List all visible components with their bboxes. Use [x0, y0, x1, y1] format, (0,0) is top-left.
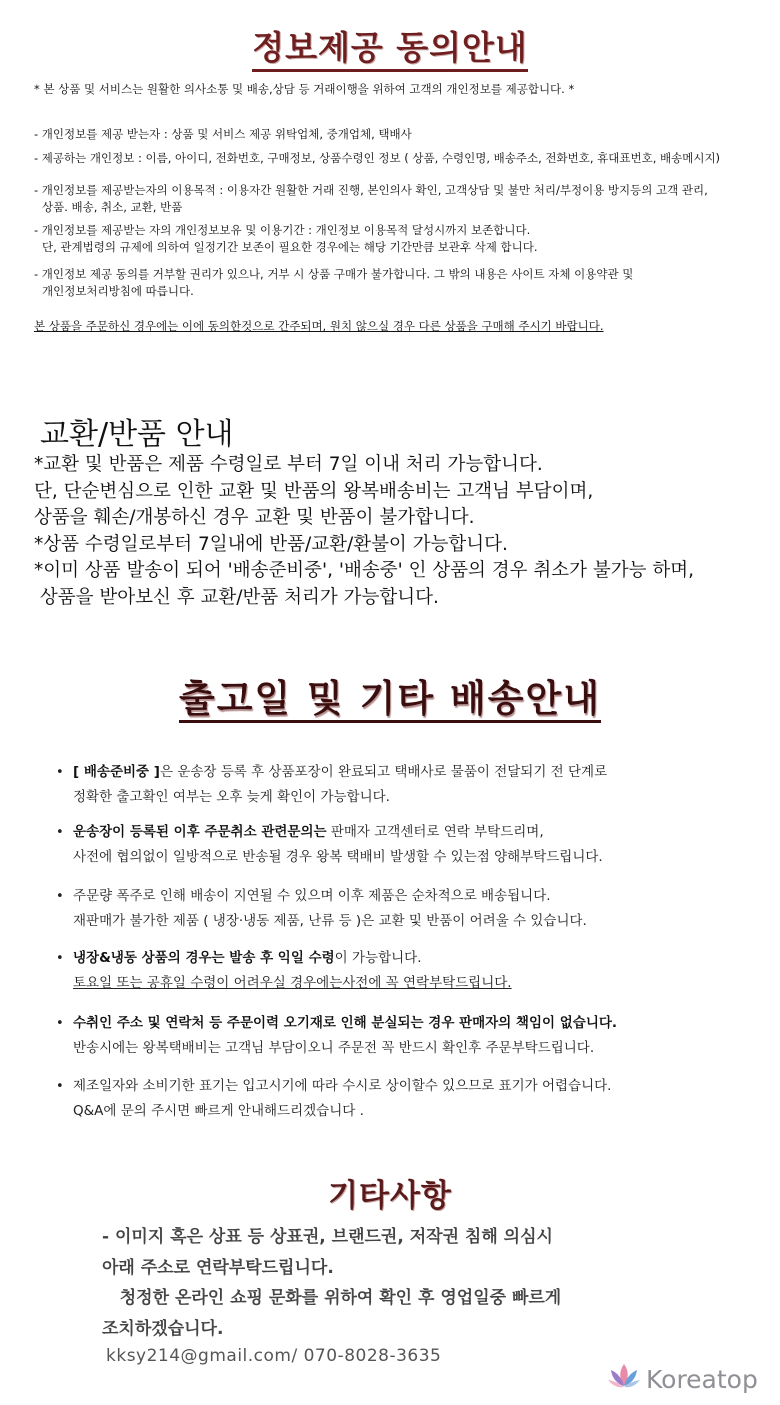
- etc-line: 청정한 온라인 쇼핑 문화를 위하여 확인 후 영업일중 빠르게: [102, 1288, 562, 1308]
- exchange-line: 단, 단순변심으로 인한 교환 및 반품의 왕복배송비는 고객님 부담이며,: [34, 480, 594, 502]
- shipping-item: • 냉장&냉동 상품의 경우는 발송 후 익일 수령이 가능합니다. 토요일 또는 공휴일 수령이 어려우실 경우에는사전에 꼭 연락부탁드립니다.: [56, 946, 756, 996]
- exchange-title: 교환/반품 안내: [40, 417, 234, 452]
- etc-line: - 이미지 혹은 상표 등 상표권, 브랜드권, 저작권 침해 의심시: [102, 1227, 553, 1247]
- shipping-item: • 주문량 폭주로 인해 배송이 지연될 수 있으며 이후 제품은 순차적으로 배송됩니다. 재판매가 불가한 제품 ( 냉장·냉동 제품, 난류 등 )은 교환 및 반품이 어려울 수 있습니다.: [56, 884, 756, 934]
- bullet-icon: •: [56, 1016, 64, 1031]
- privacy-title: 정보제공 동의안내: [0, 22, 780, 69]
- shipping-title: 출고일 및 기타 배송안내: [0, 668, 780, 722]
- brand-name: Koreatop: [646, 1364, 758, 1394]
- exchange-body: [34, 452, 774, 611]
- etc-line: 조치하겠습니다.: [102, 1318, 224, 1339]
- shipping-item: • 제조일자와 소비기한 표기는 입고시기에 따라 수시로 상이할수 있으므로 표기가 어렵습니다. Q&A에 문의 주시면 빠르게 안내해드리겠습니다 .: [56, 1074, 756, 1124]
- shipping-item: • 운송장이 등록된 이후 주문취소 관련문의는 판매자 고객센터로 연락 부탁드리며, 사전에 협의없이 일방적으로 반송될 경우 왕복 택배비 발생할 수 있는점 양해부탁드립니다.: [56, 820, 756, 870]
- etc-line: 아래 주소로 연락부탁드립니다.: [102, 1257, 334, 1278]
- privacy-intro: * 본 상품 및 서비스는 원활한 의사소통 및 배송,상담 등 거래이행을 위하여 고객의 개인정보를 제공합니다. *: [34, 82, 575, 96]
- exchange-line: *교환 및 반품은 제품 수령일로 부터 7일 이내 처리 가능합니다.: [34, 454, 543, 475]
- privacy-item: - 개인정보를 제공 받는자 : 상품 및 서비스 제공 위탁업체, 중개업체, 택배사: [34, 127, 412, 141]
- shipping-item: • [ 배송준비중 ]은 운송장 등록 후 상품포장이 완료되고 택배사로 물품이 전달되기 전 단계로 정확한 출고확인 여부는 오후 늦게 확인이 가능합니다.: [56, 760, 756, 810]
- bullet-icon: •: [56, 825, 64, 840]
- contact-info: kksy214@gmail.com/ 070-8028-3635: [106, 1346, 442, 1366]
- privacy-item: - 제공하는 개인정보 : 이름, 아이디, 전화번호, 구매정보, 상품수령인 정보 ( 상품, 수령인명, 배송주소, 전화번호, 휴대표번호, 배송메시지): [34, 151, 721, 165]
- bullet-icon: •: [56, 951, 64, 966]
- lotus-icon: [606, 1362, 642, 1396]
- privacy-item: - 개인정보 제공 동의를 거부할 권리가 있으나, 거부 시 상품 구매가 불가합니다. 그 밖의 내용은 사이트 자체 이용약관 및 개인정보처리방침에 따릅니다.: [34, 267, 634, 298]
- privacy-item: - 개인정보를 제공받는자의 이용목적 : 이용자간 원활한 거래 진행, 본인의사 확인, 고객상담 및 불만 처리/부정이용 방지등의 고객 관리, 상품. 배송, 취소, 교환, 반품: [34, 183, 708, 214]
- exchange-line: *이미 상품 발송이 되어 '배송준비중', '배송중' 인 상품의 경우 취소가 불가능 하며,: [34, 560, 695, 581]
- etc-title: 기타사항: [328, 1178, 452, 1214]
- exchange-line: 상품을 훼손/개봉하신 경우 교환 및 반품이 불가합니다.: [34, 507, 475, 528]
- etc-body: [102, 1222, 702, 1344]
- privacy-note: 본 상품을 주문하신 경우에는 이에 동의한것으로 간주되며, 원치 않으실 경우 다른 상품을 구매해 주시기 바랍니다.: [34, 319, 604, 333]
- exchange-line: *상품 수령일로부터 7일내에 반품/교환/환불이 가능합니다.: [34, 533, 508, 555]
- privacy-item: - 개인정보를 제공받는 자의 개인정보보유 및 이용기간 : 개인정보 이용목적 달성시까지 보존합니다. 단, 관계법령의 규제에 의하여 일정기간 보존이 필요한 경우에는 해당 기간만큼 보관후 삭제 합니다.: [34, 223, 538, 254]
- bullet-icon: •: [56, 765, 64, 780]
- exchange-line: 상품을 받아보신 후 교환/반품 처리가 가능합니다.: [34, 586, 439, 608]
- bullet-icon: •: [56, 1079, 64, 1094]
- brand-watermark: [606, 1362, 758, 1396]
- shipping-item: • 수취인 주소 및 연락처 등 주문이력 오기재로 인해 분실되는 경우 판매자의 책임이 없습니다. 반송시에는 왕복택배비는 고객님 부담이오니 주문전 꼭 반드시 확인후 주문부탁드립니다.: [56, 1011, 756, 1061]
- bullet-icon: •: [56, 889, 64, 904]
